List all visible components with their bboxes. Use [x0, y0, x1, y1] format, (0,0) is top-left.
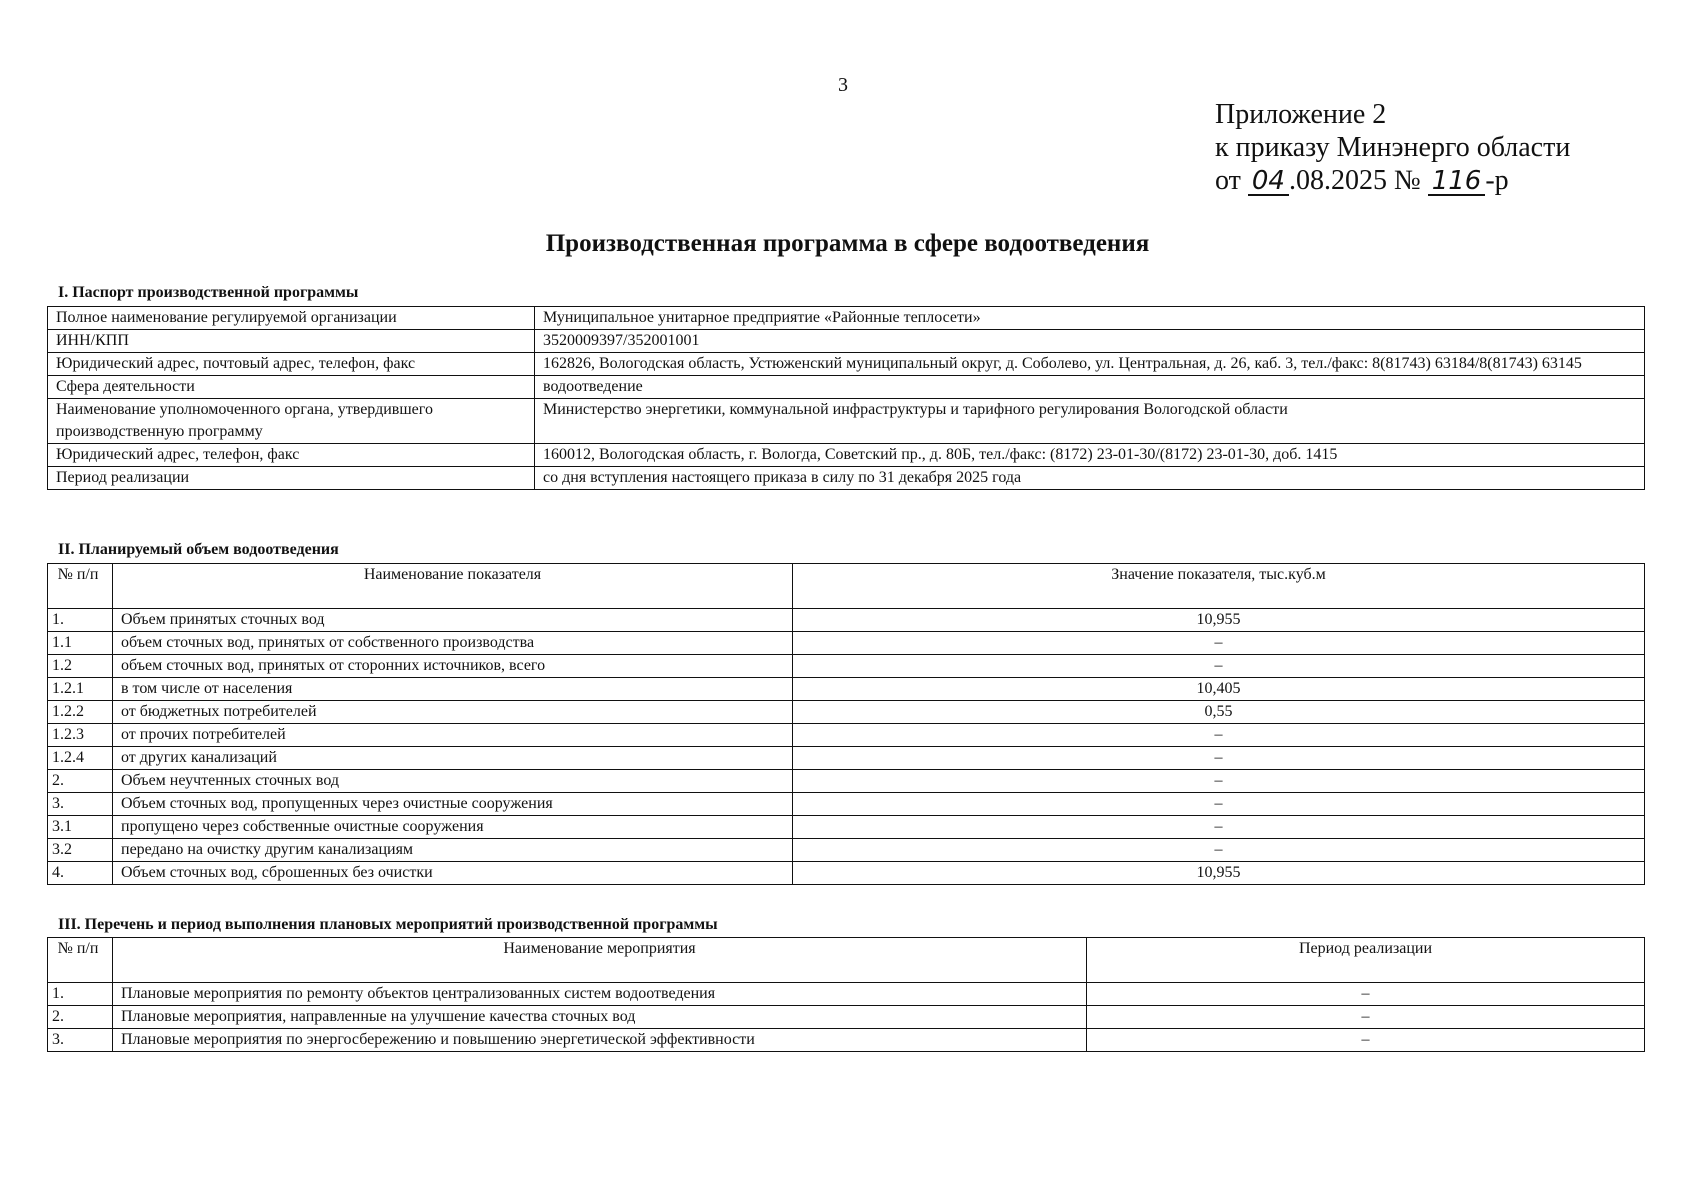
- volume-row-value: –: [793, 793, 1645, 816]
- volume-row: [48, 655, 1645, 678]
- volume-row-name: Объем сточных вод, пропущенных через очистные сооружения: [113, 793, 793, 816]
- volume-row-value: –: [793, 655, 1645, 678]
- volume-row-value: –: [793, 632, 1645, 655]
- section2-heading: II. Планируемый объем водоотведения: [58, 541, 339, 558]
- volume-row-value: –: [793, 747, 1645, 770]
- measures-col-name: Наименование мероприятия: [113, 938, 1087, 983]
- volume-row-name: от бюджетных потребителей: [113, 701, 793, 724]
- volume-row-num: 3.1: [48, 816, 113, 839]
- measures-row: [48, 1006, 1645, 1029]
- measures-row: [48, 983, 1645, 1006]
- passport-value: со дня вступления настоящего приказа в силу по 31 декабря 2025 года: [535, 467, 1645, 490]
- volume-row-num: 2.: [48, 770, 113, 793]
- passport-label: Сфера деятельности: [48, 376, 535, 399]
- passport-label: Наименование уполномоченного органа, утвердившего производственную программу: [48, 399, 535, 444]
- volume-row-name: объем сточных вод, принятых от собственного производства: [113, 632, 793, 655]
- volume-row: [48, 724, 1645, 747]
- volume-row: [48, 747, 1645, 770]
- measures-row-name: Плановые мероприятия, направленные на улучшение качества сточных вод: [113, 1006, 1087, 1029]
- volume-row-name: передано на очистку другим канализациям: [113, 839, 793, 862]
- page-number: 3: [838, 74, 848, 96]
- passport-row: [48, 467, 1645, 490]
- measures-row-period: –: [1087, 1029, 1645, 1052]
- volume-row-value: –: [793, 724, 1645, 747]
- volume-row-value: 10,405: [793, 678, 1645, 701]
- volume-row-num: 1.2: [48, 655, 113, 678]
- passport-table: [47, 306, 1645, 490]
- measures-row-period: –: [1087, 983, 1645, 1006]
- passport-value: Министерство энергетики, коммунальной инфраструктуры и тарифного регулирования Вологодской области: [535, 399, 1645, 444]
- volume-row: [48, 632, 1645, 655]
- passport-label: ИНН/КПП: [48, 330, 535, 353]
- volume-row: [48, 862, 1645, 885]
- passport-label: Полное наименование регулируемой организации: [48, 307, 535, 330]
- volume-row-name: Объем неучтенных сточных вод: [113, 770, 793, 793]
- order-suffix: -р: [1485, 165, 1509, 196]
- appendix-line2: к приказу Минэнерго области: [1215, 132, 1571, 163]
- volume-row-name: Объем сточных вод, сброшенных без очистки: [113, 862, 793, 885]
- measures-row-period: –: [1087, 1006, 1645, 1029]
- measures-header-row: [48, 938, 1645, 983]
- volume-row-name: Объем принятых сточных вод: [113, 609, 793, 632]
- section1-heading: I. Паспорт производственной программы: [58, 284, 359, 301]
- passport-label: Период реализации: [48, 467, 535, 490]
- volume-row: [48, 770, 1645, 793]
- volume-row-name: от других канализаций: [113, 747, 793, 770]
- passport-value: 160012, Вологодская область, г. Вологда, Советский пр., д. 80Б, тел./факс: (8172) 23-01-30/(8172) 23-01-30, доб. 1415: [535, 444, 1645, 467]
- passport-label: Юридический адрес, почтовый адрес, телефон, факс: [48, 353, 535, 376]
- volume-row-num: 1.2.2: [48, 701, 113, 724]
- measures-row: [48, 1029, 1645, 1052]
- measures-col-period: Период реализации: [1087, 938, 1645, 983]
- volume-col-name: Наименование показателя: [113, 564, 793, 609]
- volume-row: [48, 793, 1645, 816]
- volume-col-value: Значение показателя, тыс.куб.м: [793, 564, 1645, 609]
- measures-row-name: Плановые мероприятия по ремонту объектов централизованных систем водоотведения: [113, 983, 1087, 1006]
- measures-row-name: Плановые мероприятия по энергосбережению и повышению энергетической эффективности: [113, 1029, 1087, 1052]
- volume-row-num: 3.2: [48, 839, 113, 862]
- volume-row-value: –: [793, 816, 1645, 839]
- volume-row-num: 1.2.4: [48, 747, 113, 770]
- volume-row: [48, 609, 1645, 632]
- volume-row-num: 4.: [48, 862, 113, 885]
- volume-row-name: пропущено через собственные очистные сооружения: [113, 816, 793, 839]
- volume-row: [48, 701, 1645, 724]
- passport-label: Юридический адрес, телефон, факс: [48, 444, 535, 467]
- volume-header-row: [48, 564, 1645, 609]
- passport-row: [48, 376, 1645, 399]
- passport-row: [48, 399, 1645, 444]
- volume-row: [48, 678, 1645, 701]
- volume-row-name: в том числе от населения: [113, 678, 793, 701]
- passport-row: [48, 307, 1645, 330]
- volume-row: [48, 839, 1645, 862]
- date-rest: .08.2025 №: [1288, 165, 1421, 196]
- volume-row-value: –: [793, 839, 1645, 862]
- volume-row-name: от прочих потребителей: [113, 724, 793, 747]
- volume-table: [47, 563, 1645, 885]
- measures-row-num: 2.: [48, 1006, 113, 1029]
- measures-row-num: 3.: [48, 1029, 113, 1052]
- volume-row-num: 1.1: [48, 632, 113, 655]
- volume-row-num: 3.: [48, 793, 113, 816]
- passport-row: [48, 353, 1645, 376]
- passport-value: Муниципальное унитарное предприятие «Районные теплосети»: [535, 307, 1645, 330]
- volume-row-value: –: [793, 770, 1645, 793]
- handwritten-order-number: 116: [1428, 168, 1486, 196]
- passport-row: [48, 444, 1645, 467]
- measures-table: [47, 937, 1645, 1052]
- volume-row-num: 1.: [48, 609, 113, 632]
- passport-row: [48, 330, 1645, 353]
- volume-row-name: объем сточных вод, принятых от сторонних источников, всего: [113, 655, 793, 678]
- volume-row-value: 10,955: [793, 862, 1645, 885]
- volume-col-num: № п/п: [48, 564, 113, 609]
- appendix-line1: Приложение 2: [1215, 99, 1387, 130]
- passport-value: 162826, Вологодская область, Устюженский муниципальный округ, д. Соболево, ул. Центральная, д. 26, каб. 3, тел./факс: 8(81743) 63184/8(81743) 63145: [535, 353, 1645, 376]
- volume-row-num: 1.2.1: [48, 678, 113, 701]
- measures-col-num: № п/п: [48, 938, 113, 983]
- measures-row-num: 1.: [48, 983, 113, 1006]
- volume-row-value: 0,55: [793, 701, 1645, 724]
- appendix-date-line: [1215, 164, 1570, 197]
- handwritten-day: 04: [1248, 168, 1289, 196]
- volume-row-num: 1.2.3: [48, 724, 113, 747]
- date-prefix: от: [1215, 165, 1241, 196]
- passport-value: 3520009397/352001001: [535, 330, 1645, 353]
- section3-heading: III. Перечень и период выполнения плановых мероприятий производственной программы: [58, 916, 718, 933]
- document-title: Производственная программа в сфере водоотведения: [545, 230, 1150, 257]
- passport-value: водоотведение: [535, 376, 1645, 399]
- appendix-block: [1215, 98, 1570, 197]
- volume-row-value: 10,955: [793, 609, 1645, 632]
- volume-row: [48, 816, 1645, 839]
